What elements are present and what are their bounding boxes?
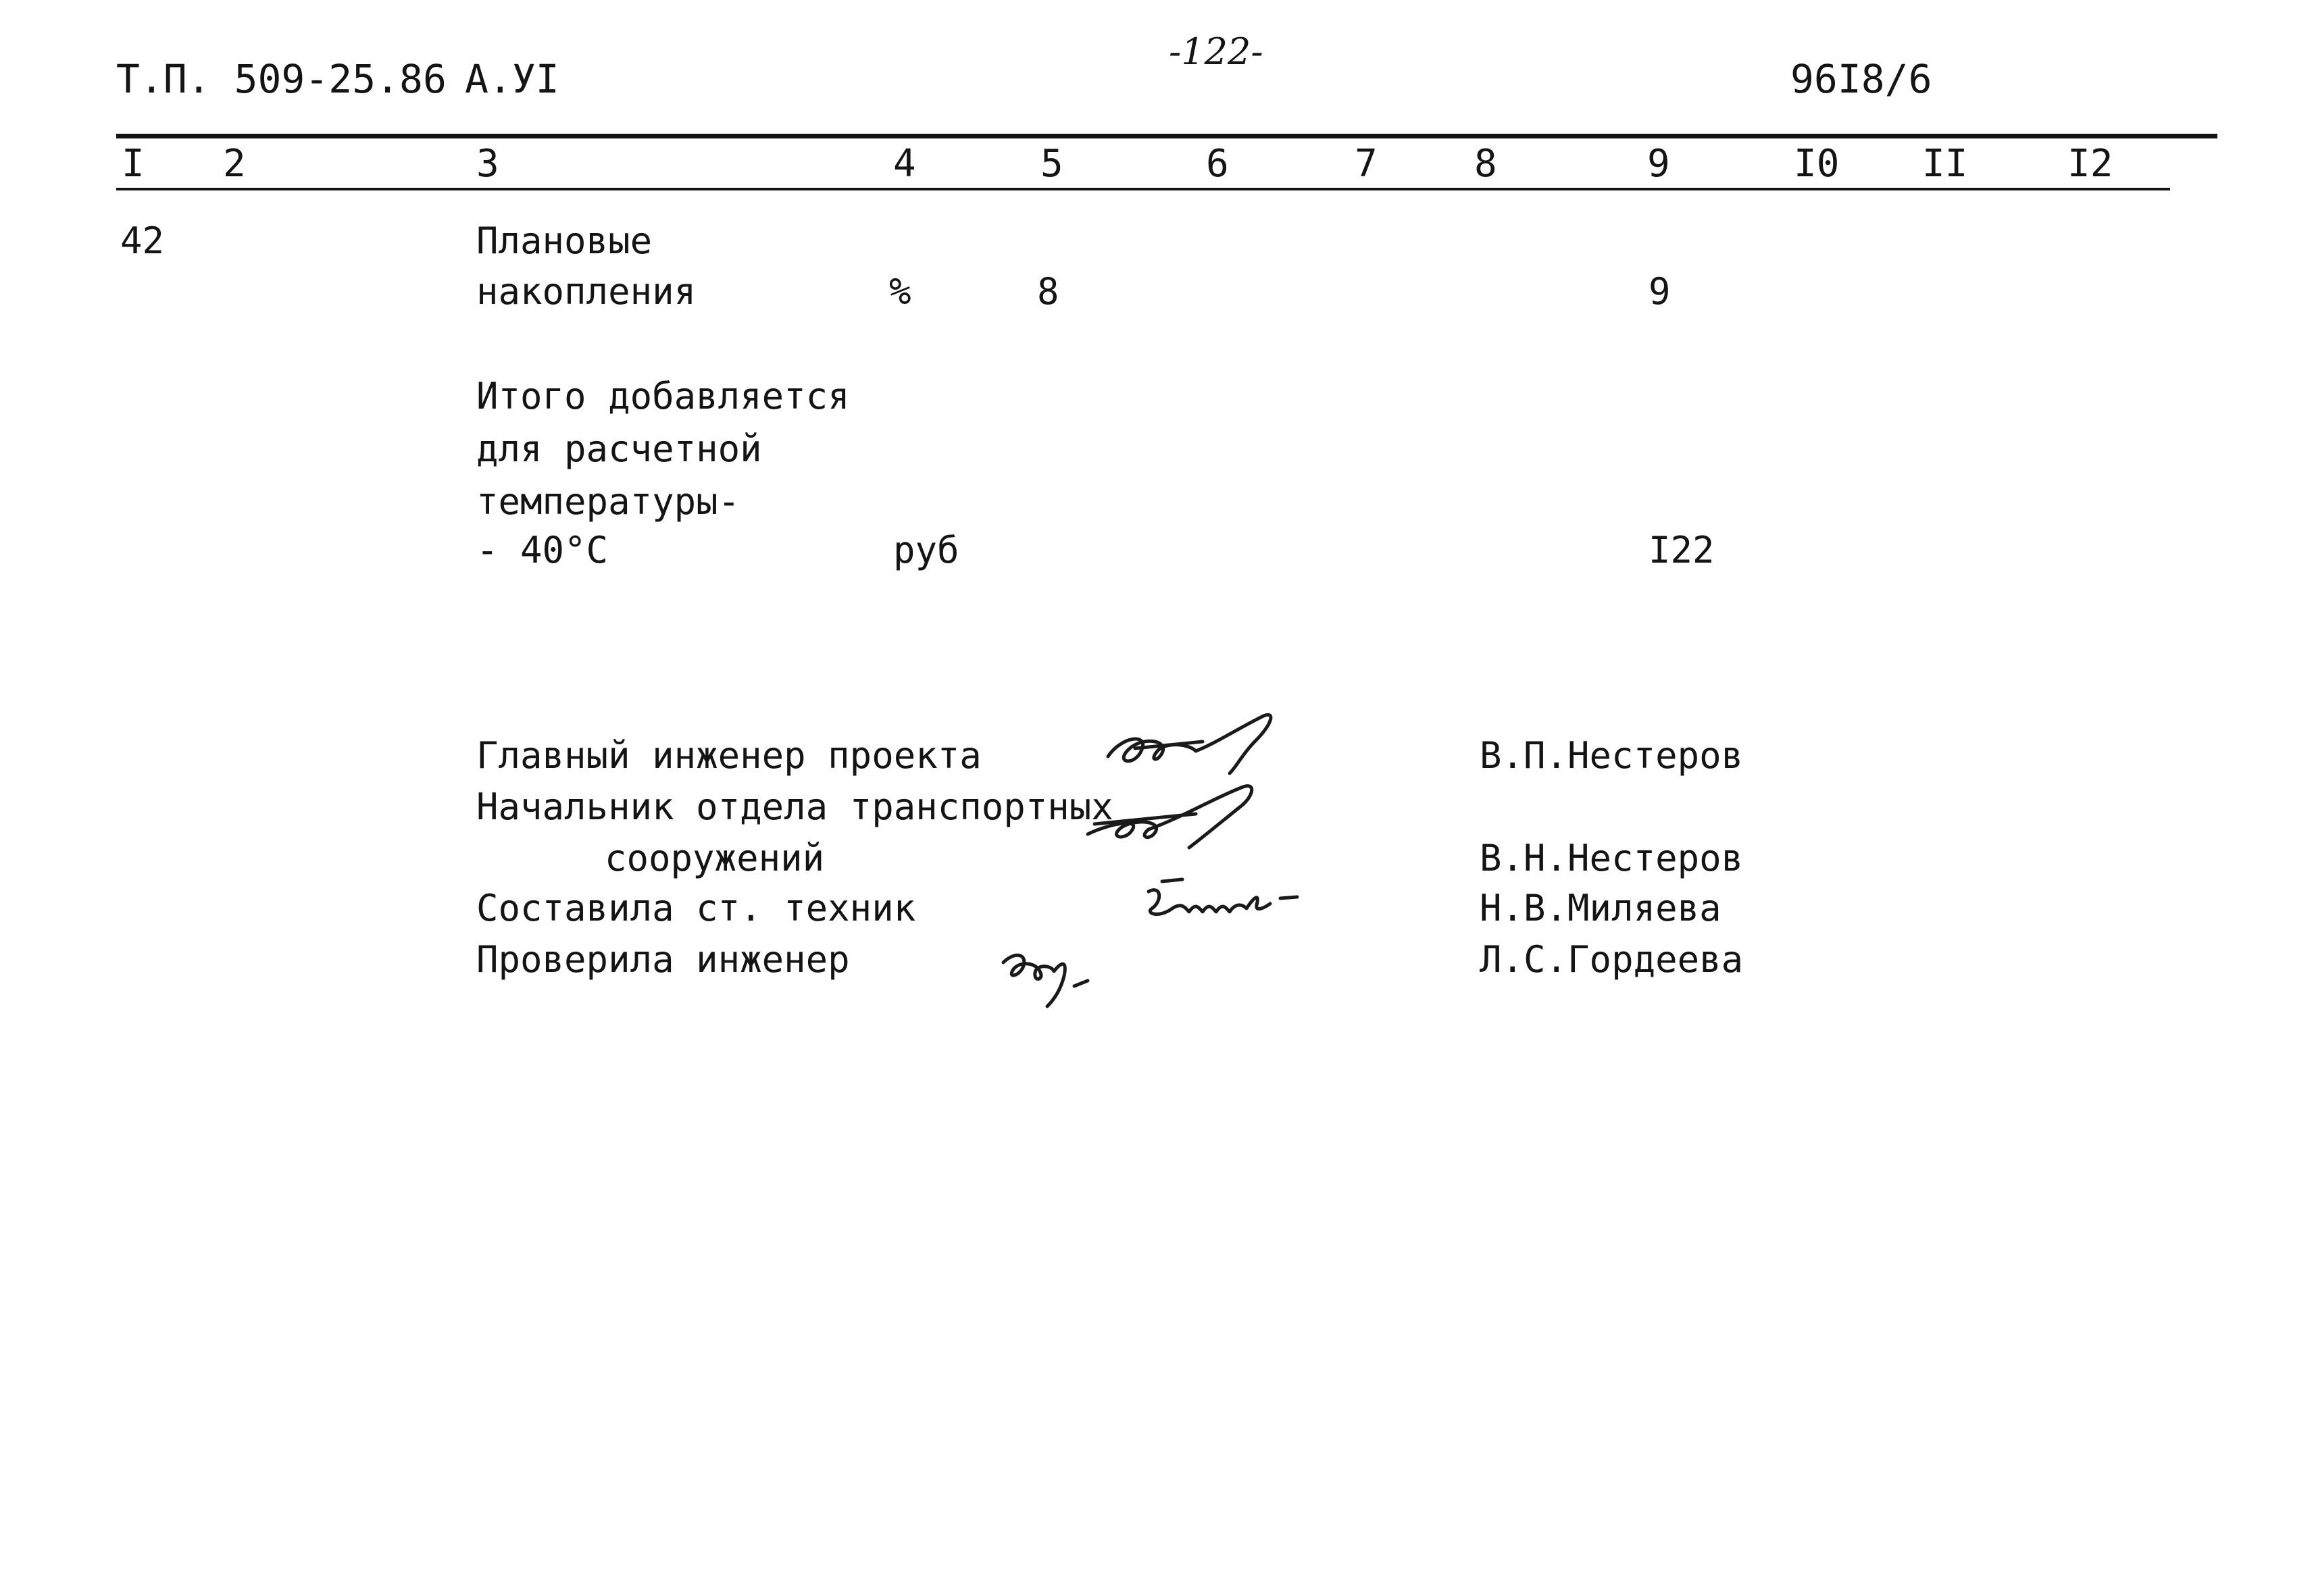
row-name-line: Плановые xyxy=(476,220,653,262)
signer-name: Л.С.Гордеева xyxy=(1480,938,1744,981)
signer-title: Проверила инженер xyxy=(476,938,850,981)
table-top-rule xyxy=(116,134,2217,138)
album-code: А.УI xyxy=(465,56,559,102)
signer-name: В.П.Нестеров xyxy=(1480,734,1744,777)
signer-title: Начальник отдела транспортных xyxy=(476,786,1113,828)
signature-vn xyxy=(1067,777,1270,858)
column-header-11: II xyxy=(1922,142,1968,186)
signer-title: Главный инженер проекта xyxy=(476,734,982,777)
row-name-line: температуры- xyxy=(476,480,740,523)
column-header-12: I2 xyxy=(2067,142,2113,186)
column-header-5: 5 xyxy=(1040,142,1063,186)
column-header-7: 7 xyxy=(1355,142,1378,186)
document-code: 96I8/6 xyxy=(1790,56,1932,102)
page-number: -122- xyxy=(1169,30,1263,73)
row-unit: % xyxy=(889,270,911,313)
signer-title: Составила ст. техник xyxy=(476,887,916,929)
row-name-line: Итого добавляется xyxy=(476,375,850,417)
column-header-2: 2 xyxy=(223,142,246,186)
row-value-col9: I22 xyxy=(1649,529,1715,571)
signer-name: Н.В.Миляева xyxy=(1480,887,1721,929)
signer-title: сооружений xyxy=(605,837,825,879)
row-number: 42 xyxy=(120,220,165,262)
column-header-10: I0 xyxy=(1794,142,1840,186)
column-header-8: 8 xyxy=(1474,142,1497,186)
row-name-line: - 40°С xyxy=(476,529,609,571)
column-header-6: 6 xyxy=(1206,142,1229,186)
column-header-3: 3 xyxy=(476,142,499,186)
row-name-line: для расчетной xyxy=(476,428,762,470)
signature-ls xyxy=(993,939,1128,1013)
column-header-4: 4 xyxy=(893,142,916,186)
table-header-rule xyxy=(116,188,2170,190)
signer-name: В.Н.Нестеров xyxy=(1480,837,1744,879)
row-name-line: накопления xyxy=(476,270,697,313)
signature-nv xyxy=(1135,871,1338,932)
column-header-9: 9 xyxy=(1647,142,1670,186)
signature-vp xyxy=(1095,709,1297,783)
row-unit: руб xyxy=(893,529,959,571)
row-value-col9: 9 xyxy=(1649,270,1671,313)
column-header-1: I xyxy=(122,142,145,186)
row-value-col5: 8 xyxy=(1037,270,1059,313)
series-code: Т.П. 509-25.86 xyxy=(116,56,447,102)
